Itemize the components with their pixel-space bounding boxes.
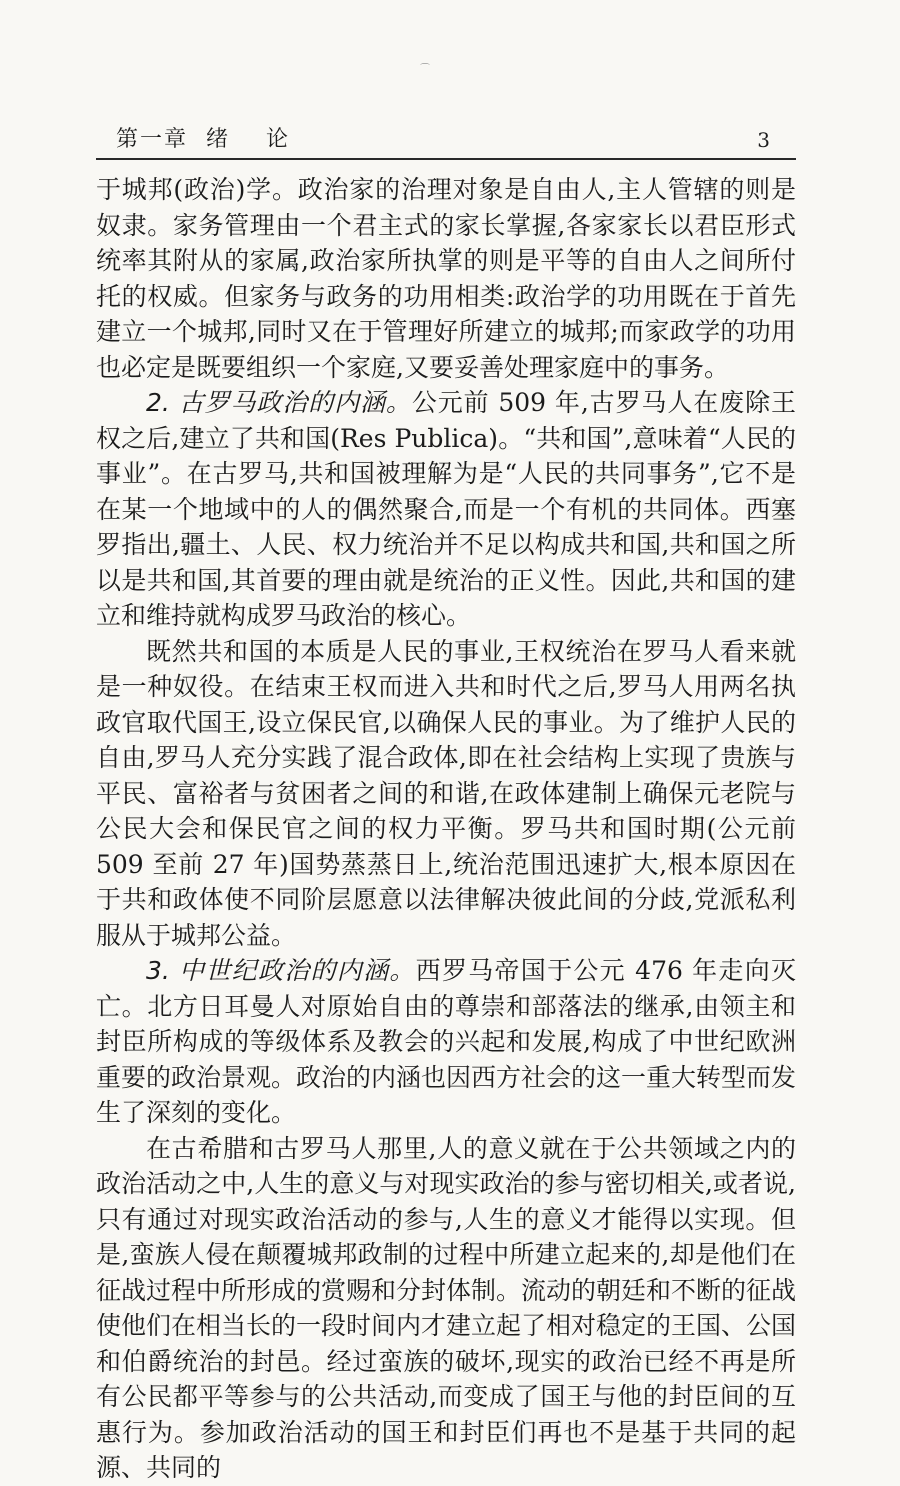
- paragraph-text: 于城邦(政治)学。政治家的治理对象是自由人,主人管辖的则是奴隶。家务管理由一个君主式的家长掌握,各家家长以君臣形式统率其附从的家属,政治家所执掌的则是平等的自由人之间所付托的权威。但家务与政务的功用相类:政治学的功用既在于首先建立一个城邦,同时又在于管理好所建立的城邦;而家政学的功用也必定是既要组织一个家庭,又要妥善处理家庭中的事务。: [96, 175, 796, 382]
- paragraph-roman-politics: [96, 385, 796, 634]
- paragraph-continued: [96, 172, 796, 385]
- paragraph-text: 在古希腊和古罗马人那里,人的意义就在于公共领域之内的政治活动之中,人生的意义与对现实政治的参与密切相关,或者说,只有通过对现实政治活动的参与,人生的意义才能得以实现。但是,蛮族人侵在颠覆城邦政制的过程中所建立起来的,却是他们在征战过程中所形成的赏赐和分封体制。流动的朝廷和不断的征战使他们在相当长的一段时间内才建立起了相对稳定的王国、公国和伯爵统治的封邑。经过蛮族的破坏,现实的政治已经不再是所有公民都平等参与的公共活动,而变成了国王与他的封臣间的互惠行为。参加政治活动的国王和封臣们再也不是基于共同的起源、共同的: [96, 1133, 797, 1482]
- page-body: [96, 172, 796, 1486]
- section-heading: 2. 古罗马政治的内涵。: [146, 388, 412, 417]
- chapter-title: 第一章 绪 论: [116, 127, 290, 152]
- running-header: [96, 118, 796, 160]
- page-number: 3: [757, 128, 770, 152]
- paragraph-text: 既然共和国的本质是人民的事业,王权统治在罗马人看来就是一种奴役。在结束王权而进入共和时代之后,罗马人用两名执政官取代国王,设立保民官,以确保人民的事业。为了维护人民的自由,罗马人充分实践了混合政体,即在社会结构上实现了贵族与平民、富裕者与贫困者之间的和谐,在政体建制上确保元老院与公民大会和保民官之间的权力平衡。罗马共和国时期(公元前 509 至前 27 年)国势蒸蒸日上,统治范围迅速扩大,根本原因在于共和政体使不同阶层愿意以法律解决彼此间的分歧,党派私利服从于城邦公益。: [96, 636, 796, 950]
- paragraph-text: 公元前 509 年,古罗马人在废除王权之后,建立了共和国(Res Publica)。“共和国”,意味着“人民的事业”。在古罗马,共和国被理解为是“人民的共同事务”,它不是在某一个地域中的人的偶然聚合,而是一个有机的共同体。西塞罗指出,疆土、人民、权力统治并不足以构成共和国,共和国之所以是共和国,其首要的理由就是统治的正义性。因此,共和国的建立和维持就构成罗马政治的核心。: [96, 388, 796, 630]
- scan-smudge: ⌒: [420, 64, 430, 75]
- paragraph-text: 西罗马帝国于公元 476 年走向灭亡。北方日耳曼人对原始自由的尊崇和部落法的继承,由领主和封臣所构成的等级体系及教会的兴起和发展,构成了中世纪欧洲重要的政治景观。政治的内涵也因西方社会的这一重大转型而发生了深刻的变化。: [96, 956, 797, 1127]
- paragraph-medieval-politics: [96, 953, 796, 1131]
- paragraph: [96, 634, 796, 954]
- paragraph: [96, 1131, 796, 1486]
- section-heading: 3. 中世纪政治的内涵。: [146, 956, 416, 985]
